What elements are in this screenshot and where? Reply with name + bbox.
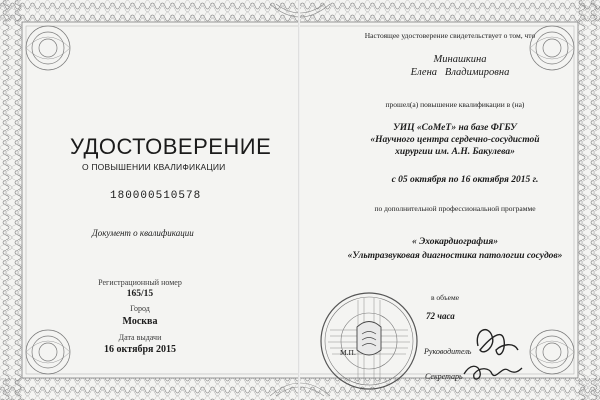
document-type-label: Документ о квалификации [92, 228, 194, 238]
organization-line-3: хирургии им. А.Н. Бакулева» [395, 147, 515, 157]
program-line-2: «Ультразвуковая диагностика патологии сосудов» [347, 251, 563, 261]
holder-name: Елена Владимировна [410, 67, 510, 78]
volume-value: 72 часа [426, 311, 455, 321]
director-label: Руководитель [424, 347, 472, 356]
holder-surname: Минашкина [433, 54, 487, 65]
volume-label: в объеме [431, 293, 460, 302]
program-line-1: « Эхокардиография» [411, 237, 498, 247]
certificate-number: 180000510578 [110, 190, 202, 202]
seal-place-label: М.П. [340, 348, 356, 357]
center-fold [298, 0, 300, 400]
certificate-subtitle: О ПОВЫШЕНИИ КВАЛИФИКАЦИИ [82, 162, 226, 172]
organization-line-2: «Научного центра сердечно-сосудистой [370, 135, 540, 145]
organization-line-1: УИЦ «СоМеТ» на базе ФГБУ [393, 123, 517, 133]
secretary-signature [460, 360, 526, 384]
program-label: по дополнительной профессиональной программе [374, 204, 536, 213]
issue-date-value: 16 октября 2015 [104, 344, 176, 355]
secretary-label: Секретарь [425, 372, 463, 381]
certificate-title: УДОСТОВЕРЕНИЕ [70, 134, 272, 159]
issue-date-label: Дата выдачи [118, 333, 162, 342]
city-label: Город [130, 304, 150, 313]
registration-number: 165/15 [126, 289, 154, 299]
registration-label: Регистрационный номер [98, 278, 182, 287]
course-period: с 05 октября по 16 октября 2015 г. [391, 175, 539, 185]
passed-text: прошел(а) повышение квалификации в (на) [385, 100, 525, 109]
official-seal [318, 290, 420, 392]
intro-text: Настоящее удостоверение свидетельствует о том, что [364, 31, 536, 40]
city-value: Москва [122, 316, 158, 327]
